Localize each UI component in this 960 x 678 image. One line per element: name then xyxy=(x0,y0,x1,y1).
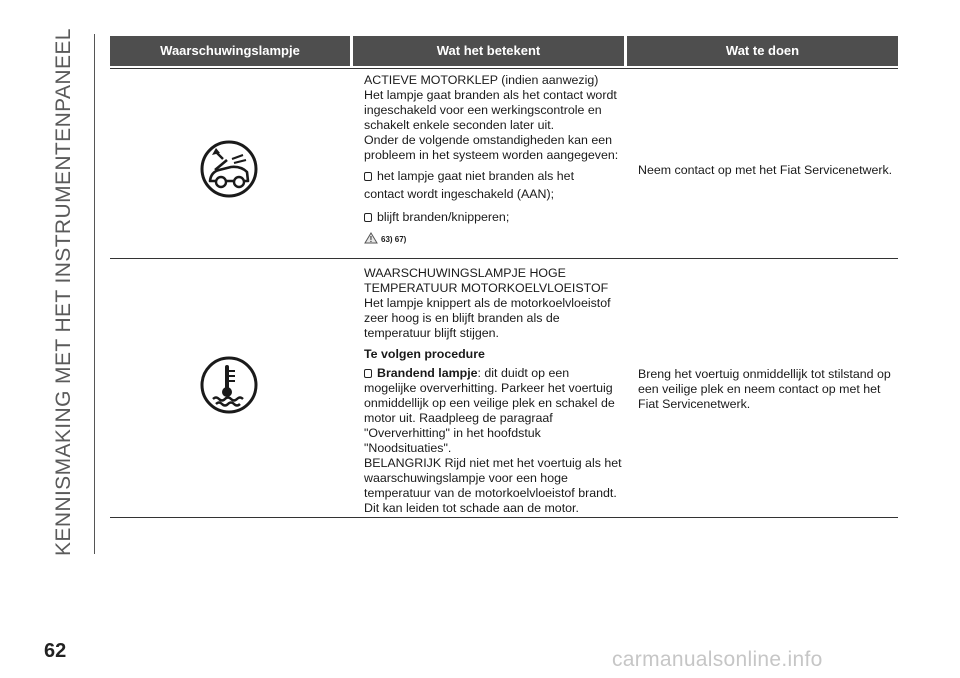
meaning-line: Onder de volgende omstandigheden kan een xyxy=(364,133,613,147)
page-number: 62 xyxy=(44,640,67,662)
table-row xyxy=(110,258,898,518)
action-cell xyxy=(638,367,900,412)
bullet-icon xyxy=(364,213,372,222)
bullet-text: contact wordt ingeschakeld (AAN); xyxy=(364,187,555,201)
bullet-line: mogelijke oververhitting. Parkeer het voertuig xyxy=(364,381,613,395)
bullet-icon xyxy=(364,369,372,378)
warning-references xyxy=(364,232,628,249)
table-header xyxy=(110,36,898,66)
bullet-line: motor uit. Raadpleeg de paragraaf xyxy=(364,411,553,425)
active-engine-hood-warning-icon xyxy=(199,139,259,199)
svg-text:!: ! xyxy=(369,235,373,244)
bullet-bold-text: Brandend lampje xyxy=(377,366,478,380)
bullet-line: "Oververhitting" in het hoofdstuk xyxy=(364,426,541,440)
bullet-text: blijft branden/knipperen; xyxy=(377,210,510,224)
meaning-line: BELANGRIJK Rijd niet met het voertuig als het xyxy=(364,456,622,470)
meaning-line: temperatuur blijft stijgen. xyxy=(364,326,499,340)
meaning-cell xyxy=(364,73,628,249)
warning-triangle-icon xyxy=(364,232,378,249)
bullet-item xyxy=(364,169,628,202)
bullet-item xyxy=(364,366,628,456)
warning-light-cell xyxy=(110,69,350,259)
meaning-line: Het lampje knippert als de motorkoelvloeistof xyxy=(364,296,611,310)
meaning-line: Dit kan leiden tot schade aan de motor. xyxy=(364,501,579,515)
meaning-line: ingeschakeld voor een werkingscontrole en xyxy=(364,103,602,117)
table-row xyxy=(110,68,898,259)
meaning-line: waarschuwingslampje voor een hoge xyxy=(364,471,568,485)
chapter-title: KENNISMAKING MET HET INSTRUMENTENPANEEL xyxy=(52,28,75,556)
bullet-icon xyxy=(364,172,372,181)
procedure-heading: Te volgen procedure xyxy=(364,347,485,361)
action-line: een veilige plek en neem contact op met het xyxy=(638,382,881,396)
meaning-line: ACTIEVE MOTORKLEP (indien aanwezig) xyxy=(364,73,599,87)
bullet-text: het lampje gaat niet branden als het xyxy=(377,169,575,183)
header-meaning: Wat het betekent xyxy=(353,36,624,66)
watermark: carmanualsonline.info xyxy=(612,648,823,671)
meaning-line: Het lampje gaat branden als het contact wordt xyxy=(364,88,617,102)
high-coolant-temperature-icon xyxy=(199,355,259,415)
meaning-line: temperatuur van de motorkoelvloeistof brandt. xyxy=(364,486,617,500)
meaning-line: schakelt enkele seconden later uit. xyxy=(364,118,555,132)
action-line: Breng het voertuig onmiddellijk tot stilstand op xyxy=(638,367,891,381)
action-line: Fiat Servicenetwerk. xyxy=(638,397,751,411)
meaning-line: probleem in het systeem worden aangegeven: xyxy=(364,148,619,162)
bullet-line: "Noodsituaties". xyxy=(364,441,452,455)
header-warning-light: Waarschuwingslampje xyxy=(110,36,350,66)
meaning-line: WAARSCHUWINGSLAMPJE HOGE xyxy=(364,266,566,280)
reference-numbers: 63) 67) xyxy=(381,235,407,244)
bullet-item xyxy=(364,210,628,225)
meaning-cell xyxy=(364,266,628,516)
meaning-line: zeer hoog is en blijft branden als de xyxy=(364,311,560,325)
action-cell: Neem contact op met het Fiat Servicenetwerk. xyxy=(638,163,893,177)
header-action: Wat te doen xyxy=(627,36,898,66)
meaning-line: TEMPERATUUR MOTORKOELVLOEISTOF xyxy=(364,281,609,295)
warning-light-cell xyxy=(110,259,350,517)
chapter-divider xyxy=(94,34,95,554)
bullet-text: : dit duidt op een xyxy=(477,366,570,380)
bullet-line: onmiddellijk op een veilige plek en schakel de xyxy=(364,396,615,410)
